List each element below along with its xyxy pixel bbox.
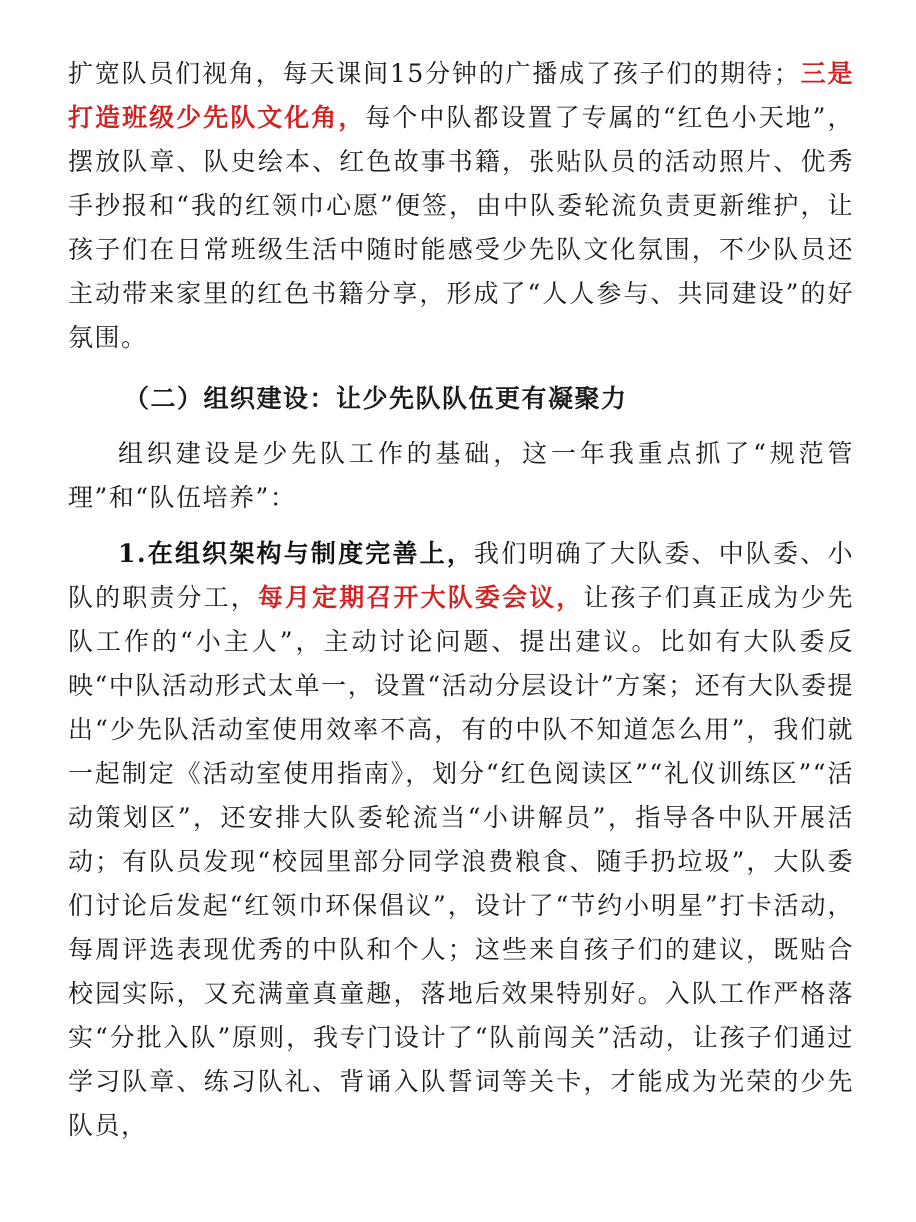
paragraph-text: 扩宽队员们视角，每天课间15分钟的广播成了孩子们的期待； xyxy=(68,59,801,88)
paragraph-text: 我们明确了大队委、中队委、小队的职责分工， xyxy=(68,539,854,612)
paragraph-text: 让孩子们真正成为少先队工作的“小主人”，主动讨论问题、提出建议。比如有大队委反映“中队活动形式太单一，设置“活动分层设计”方案；还有大队委提出“少先队活动室使用效率不高，有的中队不知道怎么用”，我们就一起制定《活动室使用指南》，划分“红色阅读区”“礼仪训练区”“活动策划区”，还安排大队委轮流当“小讲解员”，指导各中队开展活动；有队员发现“校园里部分同学浪费粮食、随手扔垃圾”，大队委们讨论后发起“红领巾环保倡议”，设计了“节约小明星”打卡活动，每周评选表现优秀的中队和个人；这些来自孩子们的建议，既贴合校园实际，又充满童真童趣，落地后效果特别好。入队工作严格落实“分批入队”原则，我专门设计了“队前闯关”活动，让孩子们通过学习队章、练习队礼、背诵入队誓词等关卡，才能成为光荣的少先队员， xyxy=(68,583,854,1140)
body-paragraph-organization-structure xyxy=(68,532,854,1148)
highlight-text: 每月定期召开大队委会议， xyxy=(257,583,584,612)
section-heading: （二）组织建设：让少先队队伍更有凝聚力 xyxy=(124,384,628,413)
body-paragraph-culture-corner xyxy=(68,52,854,360)
paragraph-text: 每个中队都设置了专属的“红色小天地”，摆放队章、队史绘本、红色故事书籍，张贴队员的活动照片、优秀手抄报和“我的红领巾心愿”便签，由中队委轮流负责更新维护，让孩子们在日常班级生活中随时能感受少先队文化氛围，不少队员还主动带来家里的红色书籍分享，形成了“人人参与、共同建设”的好氛围。 xyxy=(68,103,854,352)
lead-bold-text: 1.在组织架构与制度完善上， xyxy=(118,539,475,568)
highlight-text: 三是打造班级少先队文化角， xyxy=(68,59,854,132)
body-paragraph-organization-intro: 组织建设是少先队工作的基础，这一年我重点抓了“规范管理”和“队伍培养”： xyxy=(68,439,854,512)
